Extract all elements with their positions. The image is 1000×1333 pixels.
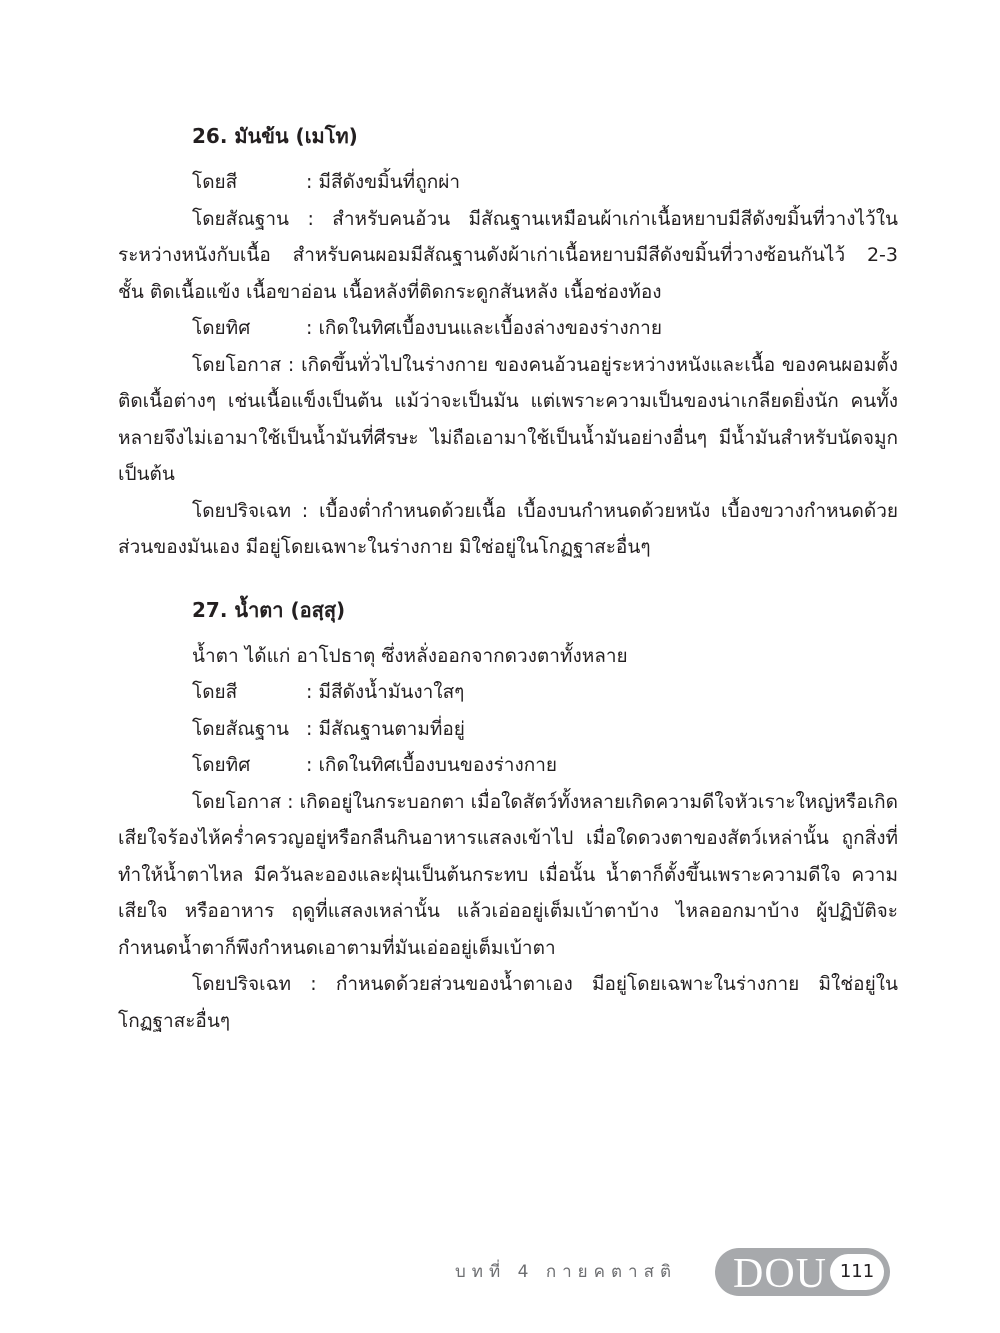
section-26: [118, 118, 898, 566]
logo-text: DOU: [733, 1251, 827, 1297]
line-label: โดยปริจเฉท: [192, 499, 292, 522]
line-label: โดยโอกาส: [192, 790, 282, 813]
line-text: : มีสัณฐานตามที่อยู่: [306, 717, 465, 740]
direction-line: [118, 747, 898, 784]
section-27: [118, 592, 898, 1040]
boundary-paragraph: [118, 966, 898, 1039]
section-heading: 26. มันข้น (เมโท): [192, 124, 358, 148]
page-content: [118, 118, 898, 1039]
color-line: [118, 674, 898, 711]
line-text: : เบื้องต่ำกำหนดด้วยเนื้อ เบื้องบนกำหนดด้วยหนัง เบื้องขวางกำหนดด้วยส่วนของมันเอง มีอยู่โดยเฉพาะในร่างกาย มิใช่อยู่ในโกฏฐาสะอื่นๆ: [118, 499, 898, 558]
direction-line: [118, 310, 898, 347]
page-number: 111: [830, 1254, 884, 1290]
line-text: : เกิดในทิศเบื้องบนของร่างกาย: [306, 754, 558, 776]
section-intro: น้ำตา ได้แก่ อาโปธาตุ ซึ่งหลั่งออกจากดวงตาทั้งหลาย: [192, 644, 628, 667]
line-text: : เกิดขึ้นทั่วไปในร่างกาย ของคนอ้วนอยู่ระหว่างหนังและเนื้อ ของคนผอมตั้งติดเนื้อต่างๆ เช่นเนื้อแข็งเป็นต้น แม้ว่าจะเป็นมัน แต่เพราะความเป็นของน่าเกลียดยิ่งนัก คนทั้งหลายจึงไม่เอามาใช้เป็นน้ำมันที่ศีรษะ ไม่ถือเอามาใช้เป็นน้ำมันอย่างอื่นๆ มีน้ำมันสำหรับนัดจมูก เป็นต้น: [118, 353, 898, 485]
line-label: โดยปริจเฉท: [192, 973, 292, 995]
chapter-title: บทที่ 4 กายคตาสติ: [455, 1262, 678, 1282]
line-text: : มีสีดังน้ำมันงาใสๆ: [306, 681, 465, 703]
line-label: โดยทิศ: [192, 754, 251, 776]
location-paragraph: [118, 784, 898, 967]
line-text: : เกิดอยู่ในกระบอกตา เมื่อใดสัตว์ทั้งหลายเกิดความดีใจหัวเราะใหญ่หรือเกิดเสียใจร้องไห้คร่ำครวญอยู่หรือกลืนกินอาหารแสลงเข้าไป เมื่อใดดวงตาของสัตว์เหล่านั้น ถูกสิ่งที่ทำให้น้ำตาไหล มีควันละอองและฝุ่นเป็นต้นกระทบ เมื่อนั้น น้ำตาก็ตั้งขึ้นเพราะความดีใจ ความเสียใจ หรืออาหาร ฤดูที่แสลงเหล่านั้น แล้วเอ่ออยู่เต็มเบ้าตาบ้าง ไหลออกมาบ้าง ผู้ปฏิบัติจะกำหนดน้ำตาก็พึงกำหนดเอาตามที่มันเอ่ออยู่เต็มเบ้าตา: [118, 790, 898, 959]
line-text: : สำหรับคนอ้วน มีสัณฐานเหมือนผ้าเก่าเนื้อหยาบมีสีดังขมิ้นที่วางไว้ในระหว่างหนังกับเนื้อ สำหรับคนผอมมีสัณฐานดังผ้าเก่าเนื้อหยาบมีสีดังขมิ้นที่วางซ้อนกันไว้ 2-3 ชั้น ติดเนื้อแข้ง เนื้อขาอ่อน เนื้อหลังที่ติดกระดูกสันหลัง เนื้อช่องท้อง: [118, 207, 898, 303]
line-label: โดยทิศ: [192, 317, 251, 339]
line-label: โดยสัณฐาน: [192, 717, 290, 740]
boundary-paragraph: [118, 493, 898, 566]
shape-line: [118, 711, 898, 748]
line-label: โดยสี: [192, 681, 238, 703]
line-text: : กำหนดด้วยส่วนของน้ำตาเอง มีอยู่โดยเฉพาะในร่างกาย มิใช่อยู่ในโกฏฐาสะอื่นๆ: [118, 973, 898, 1032]
location-paragraph: [118, 347, 898, 493]
line-label: โดยสัณฐาน: [192, 207, 290, 230]
line-label: โดยโอกาส: [192, 353, 282, 376]
shape-paragraph: [118, 201, 898, 311]
page-footer: [455, 1248, 895, 1298]
line-label: โดยสี: [192, 171, 238, 193]
dou-logo: [715, 1248, 890, 1296]
line-text: : มีสีดังขมิ้นที่ถูกผ่า: [306, 171, 461, 193]
section-heading: 27. น้ำตา (อสฺสุ): [192, 597, 346, 622]
line-text: : เกิดในทิศเบื้องบนและเบื้องล่างของร่างกาย: [306, 317, 662, 339]
color-line: [118, 164, 898, 201]
